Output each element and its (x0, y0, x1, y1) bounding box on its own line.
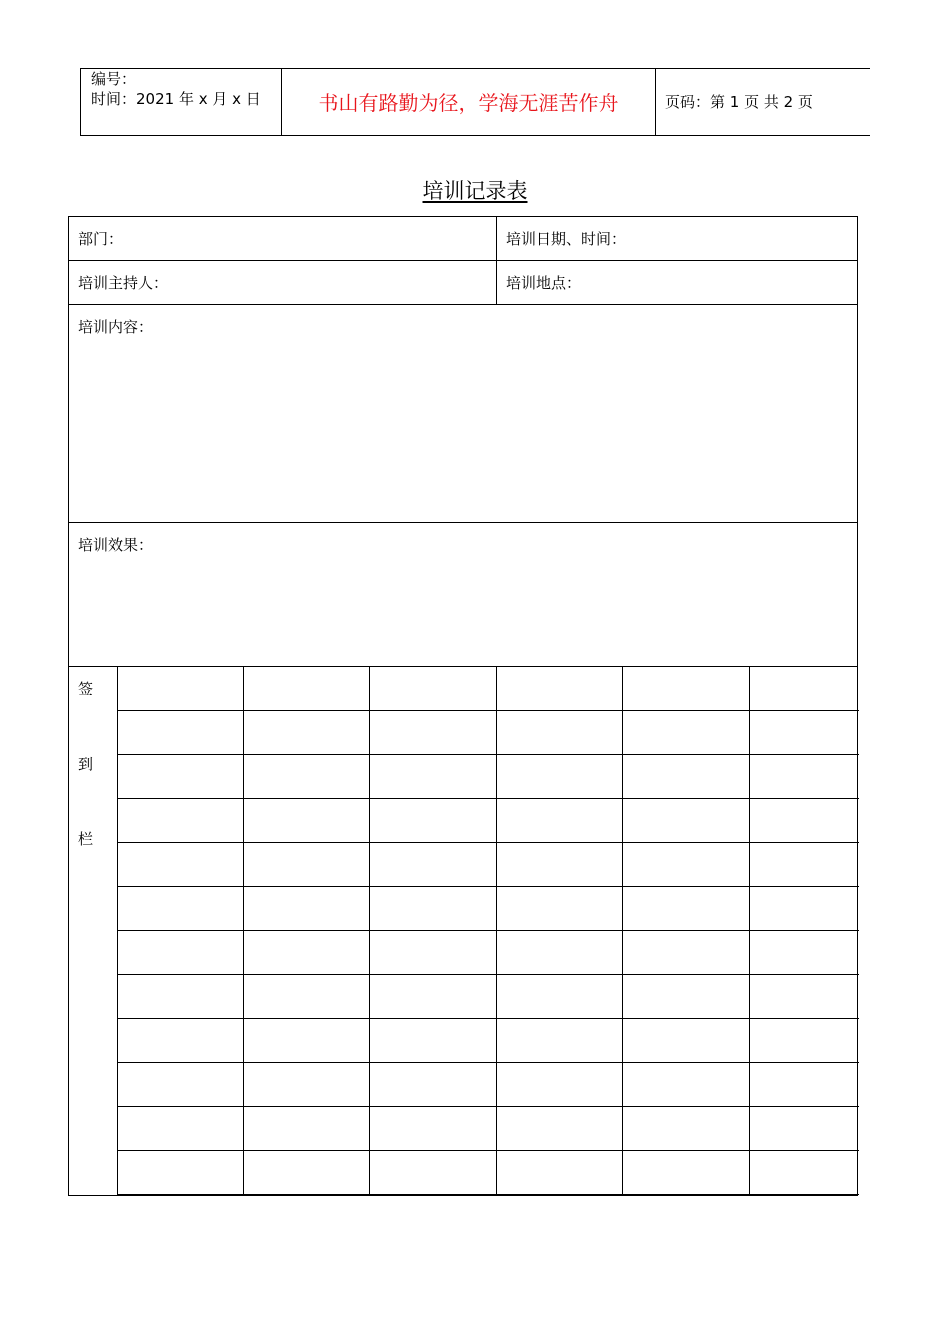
signin-cell[interactable] (497, 667, 623, 711)
signin-cell[interactable] (750, 711, 859, 755)
signin-cell[interactable] (244, 1107, 370, 1151)
signin-cell[interactable] (497, 1107, 623, 1151)
signin-cell[interactable] (623, 887, 750, 931)
signin-cell[interactable] (497, 887, 623, 931)
signin-cell[interactable] (497, 799, 623, 843)
signin-cell[interactable] (623, 755, 750, 799)
signin-cell[interactable] (750, 931, 859, 975)
signin-cell[interactable] (497, 711, 623, 755)
signin-cell[interactable] (497, 931, 623, 975)
signin-cell[interactable] (750, 1063, 859, 1107)
signin-cell[interactable] (370, 1151, 497, 1195)
signin-cell[interactable] (118, 711, 244, 755)
signin-cell[interactable] (750, 843, 859, 887)
signin-cell[interactable] (118, 1019, 244, 1063)
signin-cell[interactable] (118, 1107, 244, 1151)
signin-cell[interactable] (244, 755, 370, 799)
signin-cell[interactable] (623, 975, 750, 1019)
signin-cell[interactable] (497, 755, 623, 799)
effect-label: 培训效果： (78, 536, 154, 554)
header-motto-cell (282, 69, 656, 135)
signin-cell[interactable] (244, 975, 370, 1019)
signin-cell[interactable] (244, 1151, 370, 1195)
serial-number-label: 编号： (91, 70, 137, 88)
signin-cell[interactable] (750, 887, 859, 931)
signin-char-1: 签 (78, 680, 94, 698)
signin-cell[interactable] (623, 1063, 750, 1107)
location-field[interactable] (497, 261, 857, 304)
signin-cell[interactable] (497, 1063, 623, 1107)
signin-cell[interactable] (370, 931, 497, 975)
signin-cell[interactable] (244, 843, 370, 887)
content-field[interactable] (69, 305, 857, 523)
signin-cell[interactable] (244, 1063, 370, 1107)
signin-cell[interactable] (750, 1151, 859, 1195)
signin-cell[interactable] (623, 1107, 750, 1151)
signin-cell[interactable] (497, 1019, 623, 1063)
row-host-location (69, 261, 857, 305)
document-header (80, 68, 870, 136)
signin-cell[interactable] (623, 667, 750, 711)
signin-cell[interactable] (118, 667, 244, 711)
signin-cell[interactable] (370, 667, 497, 711)
signin-cell[interactable] (118, 931, 244, 975)
signin-cell[interactable] (497, 975, 623, 1019)
date-line: 时间：2021 年 x 月 x 日 (91, 90, 261, 108)
signin-cell[interactable] (118, 755, 244, 799)
signin-cell[interactable] (750, 1019, 859, 1063)
signin-cell[interactable] (244, 667, 370, 711)
signin-cell[interactable] (370, 755, 497, 799)
page-info: 页码：第 1 页 共 2 页 (665, 93, 813, 111)
signin-cell[interactable] (497, 843, 623, 887)
signin-cell[interactable] (118, 843, 244, 887)
signin-cell[interactable] (623, 711, 750, 755)
signin-cell[interactable] (370, 711, 497, 755)
signin-cell[interactable] (623, 931, 750, 975)
signin-cell[interactable] (623, 1019, 750, 1063)
signin-char-3: 栏 (78, 830, 94, 848)
signin-cell[interactable] (497, 1151, 623, 1195)
content-label: 培训内容： (78, 318, 154, 336)
host-label: 培训主持人： (78, 274, 169, 292)
header-meta-cell (81, 69, 282, 135)
signin-cell[interactable] (118, 1063, 244, 1107)
row-department-datetime (69, 217, 857, 261)
signin-cell[interactable] (750, 667, 859, 711)
signin-cell[interactable] (750, 1107, 859, 1151)
datetime-label: 培训日期、时间： (506, 230, 627, 248)
signin-label-column (69, 667, 117, 1195)
signin-cell[interactable] (370, 1107, 497, 1151)
signin-cell[interactable] (623, 843, 750, 887)
signin-cell[interactable] (370, 843, 497, 887)
signin-cell[interactable] (244, 1019, 370, 1063)
signin-cell[interactable] (118, 887, 244, 931)
header-page-cell (656, 69, 871, 135)
training-record-form (68, 216, 858, 1196)
signin-cell[interactable] (370, 887, 497, 931)
signin-cell[interactable] (750, 975, 859, 1019)
signin-cell[interactable] (750, 799, 859, 843)
signin-cell[interactable] (623, 799, 750, 843)
host-field[interactable] (69, 261, 497, 304)
page-title: 培训记录表 (422, 179, 528, 203)
signin-cell[interactable] (370, 1019, 497, 1063)
signin-cell[interactable] (370, 975, 497, 1019)
signin-cell[interactable] (370, 799, 497, 843)
signin-cell[interactable] (118, 975, 244, 1019)
signin-cell[interactable] (244, 711, 370, 755)
effect-field[interactable] (69, 523, 857, 667)
signin-cell[interactable] (118, 1151, 244, 1195)
signin-cell[interactable] (370, 1063, 497, 1107)
signin-cell[interactable] (244, 931, 370, 975)
signin-cell[interactable] (750, 755, 859, 799)
signin-grid (117, 667, 858, 1196)
signin-char-2: 到 (78, 755, 94, 773)
signin-cell[interactable] (244, 887, 370, 931)
datetime-field[interactable] (497, 217, 857, 260)
department-field[interactable] (69, 217, 497, 260)
signin-cell[interactable] (118, 799, 244, 843)
signin-cell[interactable] (244, 799, 370, 843)
motto-text: 书山有路勤为径，学海无涯苦作舟 (318, 91, 619, 115)
department-label: 部门： (78, 230, 124, 248)
signin-cell[interactable] (623, 1151, 750, 1195)
location-label: 培训地点： (506, 274, 582, 292)
